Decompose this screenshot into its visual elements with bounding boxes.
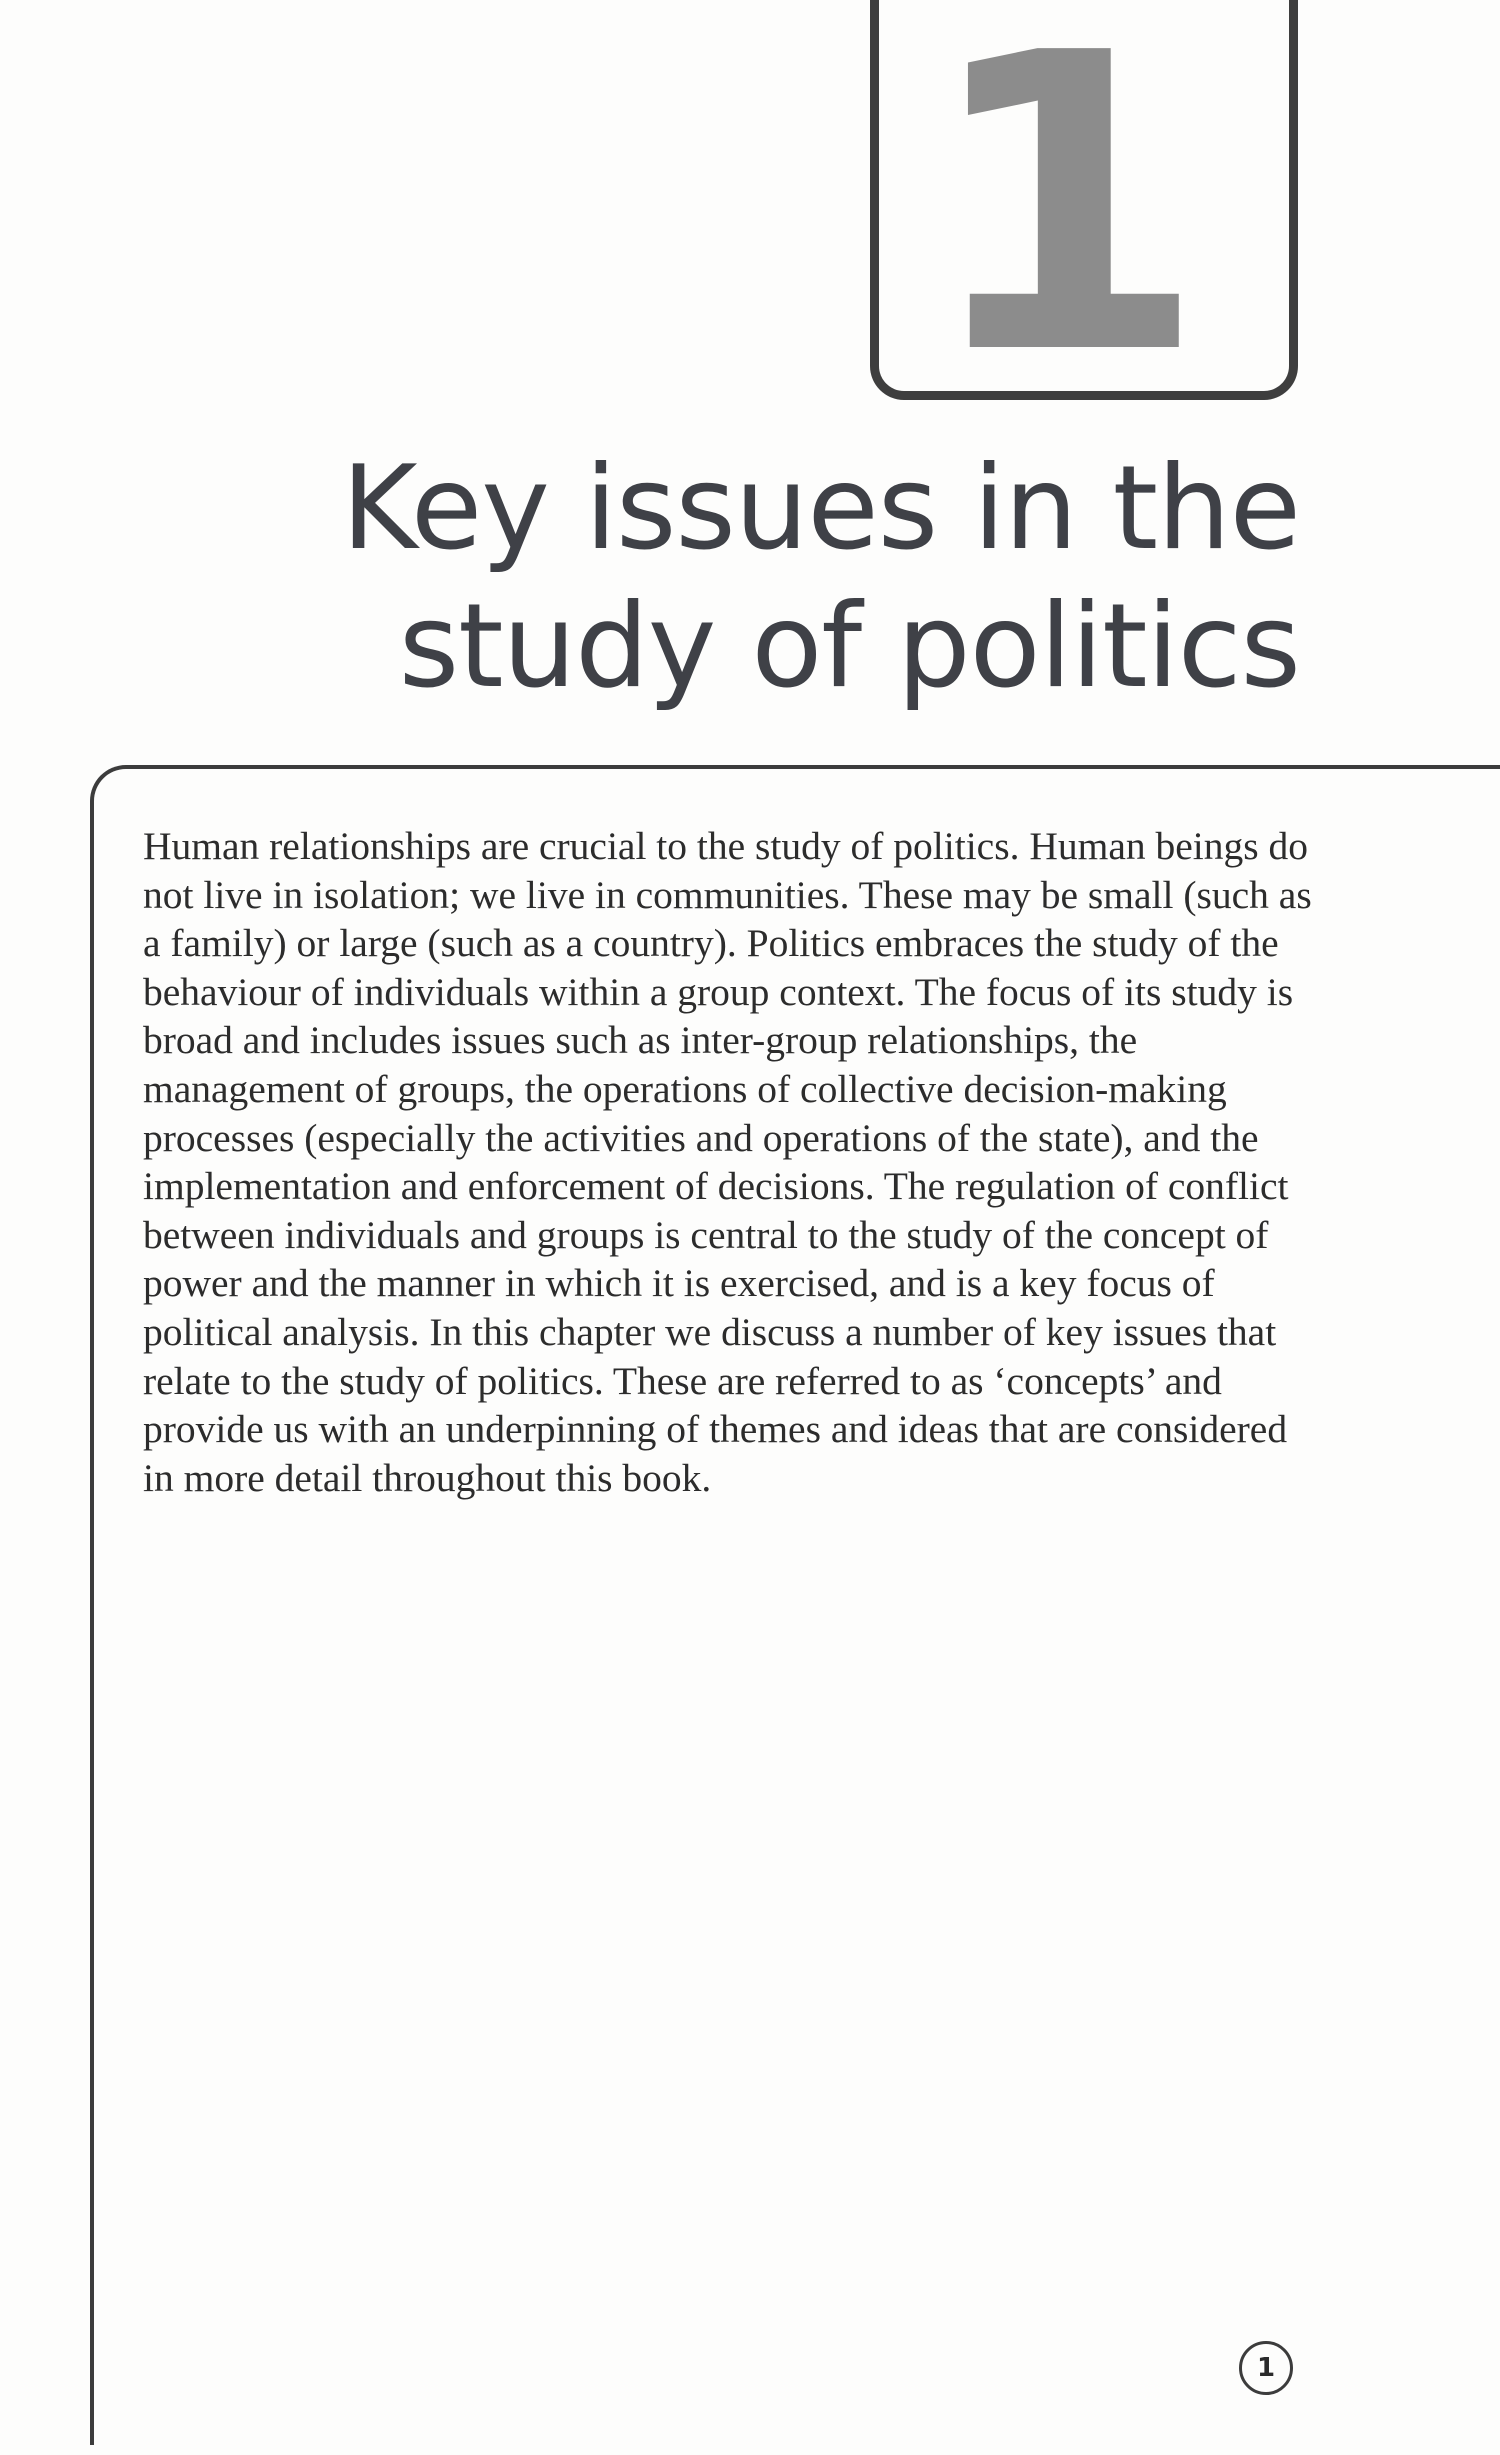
intro-paragraph: Human relationships are crucial to the study of politics. Human beings do not live in isolation; we live in communities. These may be small (such as a family) or large (such as a country). Politics embraces the study of the behaviour of individuals within a group context. The focus of its study is broad and includes issues such as inter-group relationships, the management of groups, the operations of collective decision-making processes (especially the activities and operations of the state), and the implementation and enforcement of decisions. The regulation of conflict between individuals and groups is central to the study of the concept of power and the manner in which it is exercised, and is a key focus of political analysis. In this chapter we discuss a number of key issues that relate to the study of politics. These are referred to as ‘concepts’ and provide us with an underpinning of themes and ideas that are considered in more detail throughout this book. [143, 824, 1312, 1500]
chapter-title [300, 440, 1300, 716]
chapter-title-line-1: Key issues in the [341, 441, 1300, 576]
chapter-number: 1 [921, 0, 1197, 444]
page-number-badge: 1 [1239, 2341, 1293, 2395]
chapter-title-line-2: study of politics [398, 579, 1300, 714]
chapter-number-box [870, 0, 1298, 444]
